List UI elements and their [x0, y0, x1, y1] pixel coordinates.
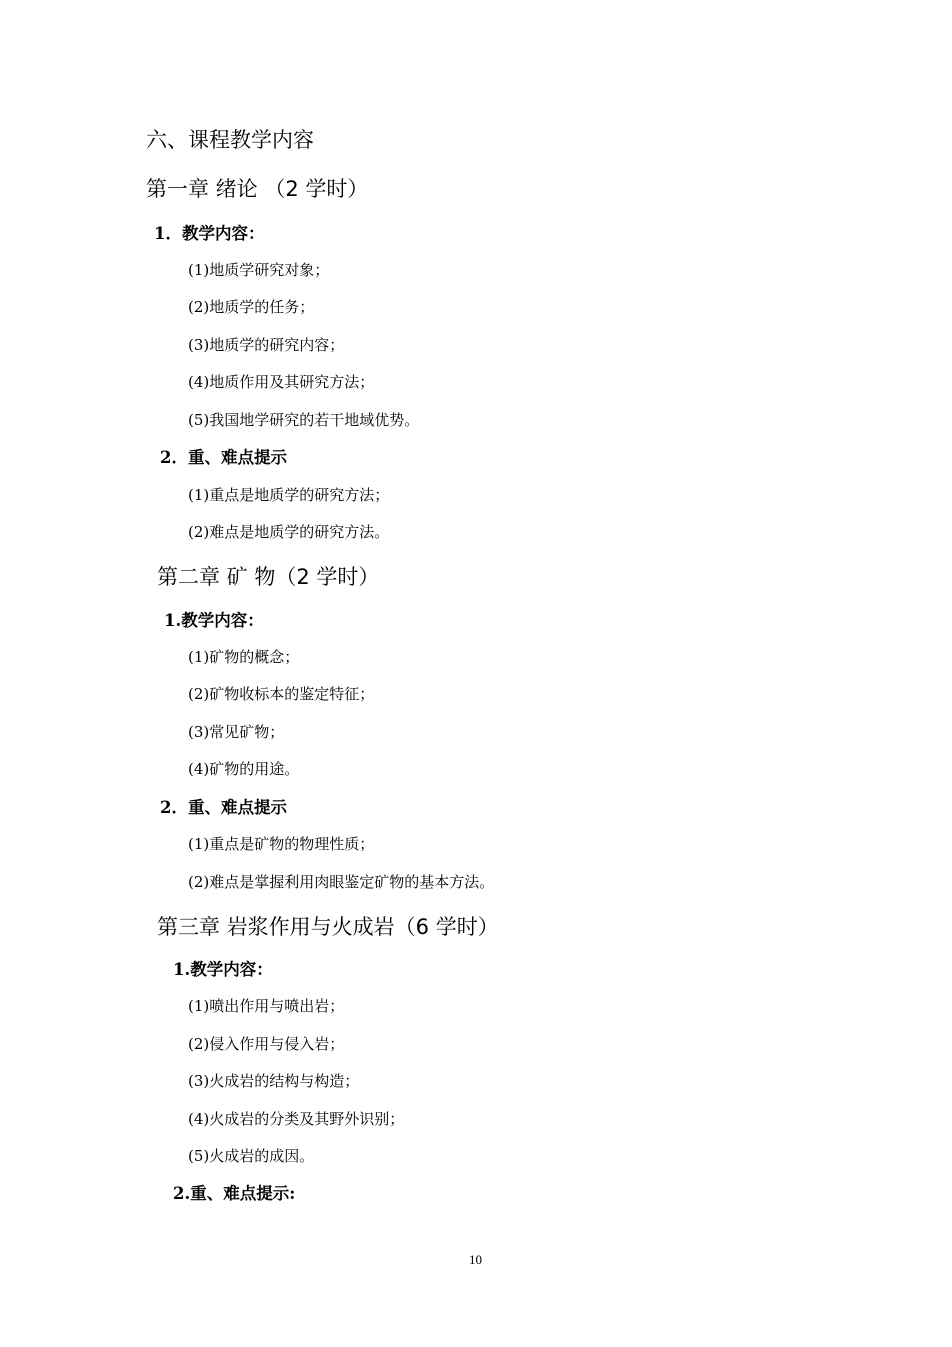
chapter-3-content-item: (1)喷出作用与喷出岩； — [188, 997, 345, 1015]
chapter-1-key-item: (1)重点是地质学的研究方法； — [188, 486, 390, 504]
chapter-1-content-item: (2)地质学的任务； — [188, 298, 315, 316]
chapter-3-content-item: (3)火成岩的结构与构造； — [188, 1072, 360, 1090]
chapter-2-title: 第二章 矿 物（2 学时） — [157, 565, 380, 589]
chapter-2-content-item: (2)矿物收标本的鉴定特征； — [188, 685, 375, 703]
chapter-2-content-item: (1)矿物的概念； — [188, 648, 300, 666]
section-title: 六、课程教学内容 — [146, 128, 314, 152]
chapter-1-key-item: (2)难点是地质学的研究方法。 — [188, 523, 390, 541]
chapter-2-content-item: (3)常见矿物； — [188, 723, 285, 741]
chapter-3-content-item: (4)火成岩的分类及其野外识别； — [188, 1110, 405, 1128]
chapter-3-content-item: (5)火成岩的成因。 — [188, 1147, 315, 1165]
chapter-1-content-item: (1)地质学研究对象； — [188, 261, 330, 279]
chapter-1-content-item: (5)我国地学研究的若干地域优势。 — [188, 411, 420, 429]
chapter-1-title: 第一章 绪论 （2 学时） — [146, 177, 369, 201]
chapter-1-content-heading: 1．教学内容： — [154, 224, 265, 243]
page-number: 10 — [469, 1252, 482, 1267]
chapter-3-key-heading: 2.重、难点提示: — [173, 1184, 296, 1203]
chapter-2-content-item: (4)矿物的用途。 — [188, 760, 300, 778]
chapter-3-content-item: (2)侵入作用与侵入岩； — [188, 1035, 345, 1053]
chapter-1-key-heading: 2．重、难点提示 — [160, 448, 287, 467]
chapter-2-key-item: (2)难点是掌握利用肉眼鉴定矿物的基本方法。 — [188, 873, 495, 891]
chapter-3-title: 第三章 岩浆作用与火成岩（6 学时） — [157, 915, 499, 939]
chapter-2-key-item: (1)重点是矿物的物理性质； — [188, 835, 375, 853]
chapter-1-content-item: (3)地质学的研究内容； — [188, 336, 345, 354]
chapter-1-content-item: (4)地质作用及其研究方法； — [188, 373, 375, 391]
chapter-2-content-heading: 1.教学内容： — [164, 611, 264, 630]
chapter-3-content-heading: 1.教学内容： — [173, 960, 273, 979]
chapter-2-key-heading: 2．重、难点提示 — [160, 798, 287, 817]
